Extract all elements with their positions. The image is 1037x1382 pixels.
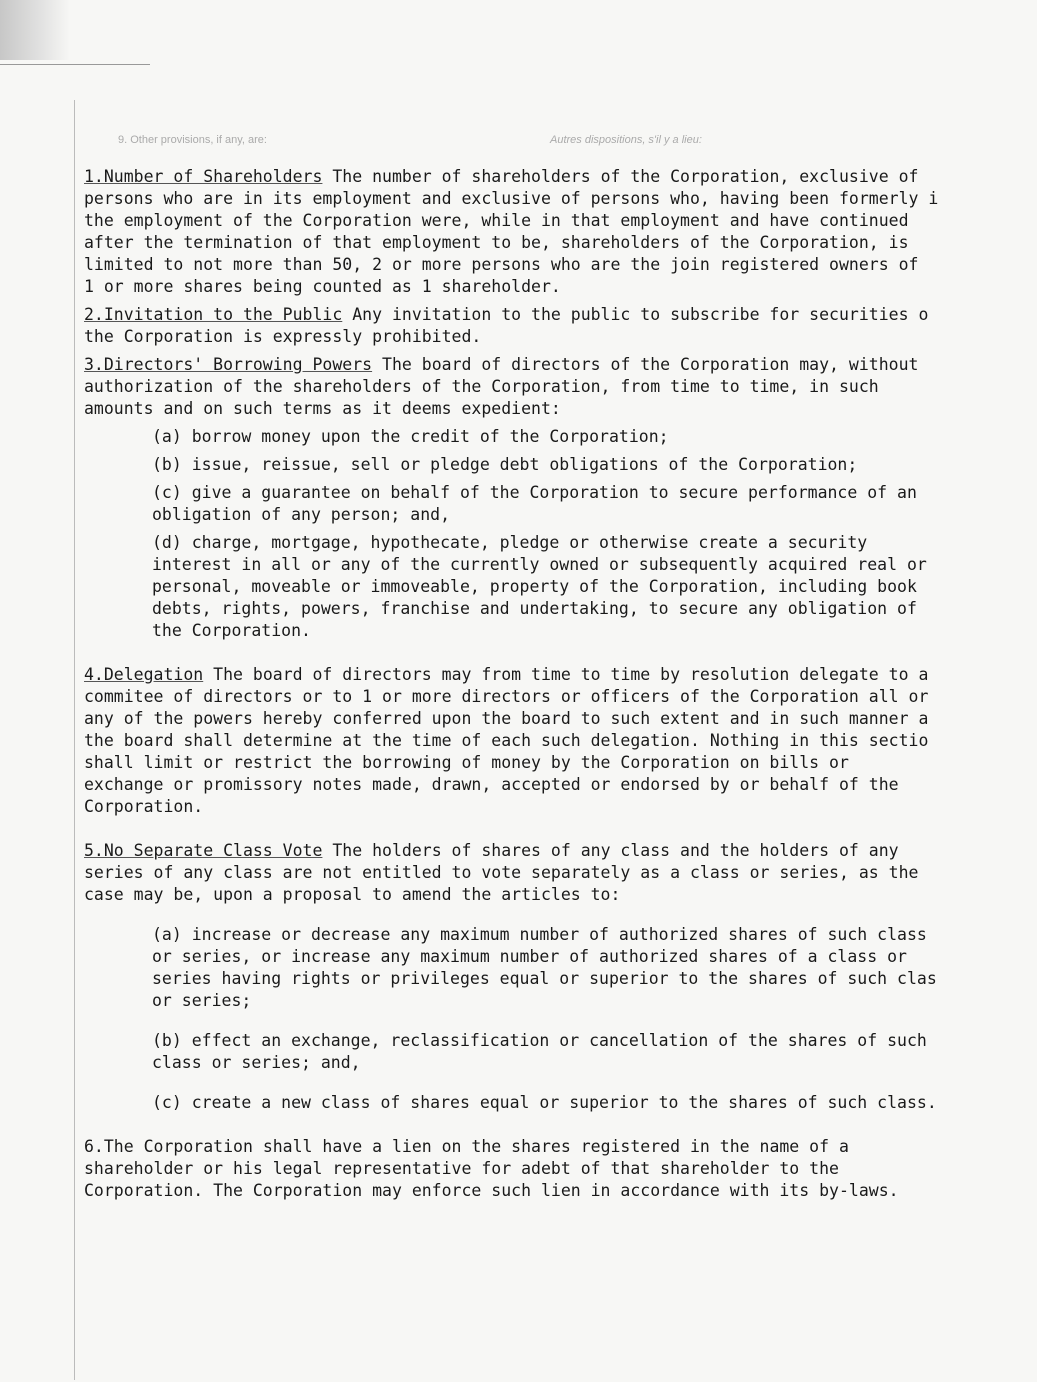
section-line xyxy=(84,664,1034,686)
list-item xyxy=(152,426,1034,448)
section-line: commitee of directors or to 1 or more directors or officers of the Corporation all or xyxy=(84,687,929,706)
form-item-label-en: 9. Other provisions, if any, are: xyxy=(118,134,267,146)
section-text: The board of directors of the Corporation may, without xyxy=(372,355,919,374)
list-item-line: (a) increase or decrease any maximum number of authorized shares of such class xyxy=(152,925,927,944)
section-line: series of any class are not entitled to vote separately as a class or series, as the xyxy=(84,863,919,882)
document-body xyxy=(84,166,1034,1208)
list-item-line: or series; xyxy=(152,991,252,1010)
section-1 xyxy=(84,166,1034,298)
list-item-line: series having rights or privileges equal or superior to the shares of such clas xyxy=(152,969,937,988)
section-text: The number of shareholders of the Corporation, exclusive of xyxy=(322,167,919,186)
section-heading: 2.Invitation to the Public xyxy=(84,305,343,324)
section-line: Corporation. The Corporation may enforce such lien in accordance with its by-laws. xyxy=(84,1181,899,1200)
section-line: after the termination of that employment to be, shareholders of the Corporation, is xyxy=(84,233,909,252)
list-item xyxy=(152,454,1034,476)
section-line: 1 or more shares being counted as 1 shareholder. xyxy=(84,277,561,296)
section-line xyxy=(84,1136,1034,1158)
list-item-line: personal, moveable or immoveable, property of the Corporation, including book xyxy=(152,577,917,596)
section-line: shareholder or his legal representative for adebt of that shareholder to the xyxy=(84,1159,839,1178)
list-item-line: class or series; and, xyxy=(152,1053,361,1072)
list-item-line: the Corporation. xyxy=(152,621,311,640)
list-item xyxy=(152,482,1034,526)
section-text: The board of directors may from time to time by resolution delegate to a xyxy=(203,665,929,684)
section-heading: 3.Directors' Borrowing Powers xyxy=(84,355,373,374)
section-line xyxy=(84,840,1034,862)
section-line: exchange or promissory notes made, drawn, accepted or endorsed by or behalf of the xyxy=(84,775,899,794)
section-5 xyxy=(84,840,1034,906)
section-line xyxy=(84,304,1034,326)
list-item-line: (c) create a new class of shares equal or superior to the shares of such class. xyxy=(152,1093,937,1112)
list-item-line: (c) give a guarantee on behalf of the Corporation to secure performance of an xyxy=(152,483,917,502)
list-item-line: (b) issue, reissue, sell or pledge debt obligations of the Corporation; xyxy=(152,455,858,474)
section-line: the employment of the Corporation were, while in that employment and have continued xyxy=(84,211,909,230)
list-item xyxy=(152,1092,1034,1114)
section-line xyxy=(84,166,1034,188)
section-6 xyxy=(84,1136,1034,1202)
list-item-line: or series, or increase any maximum number of authorized shares of a class or xyxy=(152,947,907,966)
section-line: shall limit or restrict the borrowing of money by the Corporation on bills or xyxy=(84,753,849,772)
form-item-label-fr: Autres dispositions, s'il y a lieu: xyxy=(550,134,702,146)
list-item-line: interest in all or any of the currently owned or subsequently acquired real or xyxy=(152,555,927,574)
margin-line xyxy=(74,100,75,1380)
list-item xyxy=(152,532,1034,642)
list-item xyxy=(152,924,1034,1012)
section-line: case may be, upon a proposal to amend the articles to: xyxy=(84,885,621,904)
list-item-line: debts, rights, powers, franchise and undertaking, to secure any obligation of xyxy=(152,599,917,618)
section-text: Any invitation to the public to subscribe for securities o xyxy=(342,305,929,324)
section-line xyxy=(84,354,1034,376)
divider xyxy=(0,64,150,65)
section-heading: 5.No Separate Class Vote xyxy=(84,841,323,860)
section-text: The Corporation shall have a lien on the shares registered in the name of a xyxy=(103,1137,849,1156)
section-3 xyxy=(84,354,1034,420)
section-line: limited to not more than 50, 2 or more persons who are the join registered owners of xyxy=(84,255,919,274)
section-heading: 1.Number of Shareholders xyxy=(84,167,323,186)
section-heading: 4.Delegation xyxy=(84,665,204,684)
section-line: the Corporation is expressly prohibited. xyxy=(84,327,482,346)
section-line: any of the powers hereby conferred upon the board to such extent and in such manner a xyxy=(84,709,929,728)
list-item-line: obligation of any person; and, xyxy=(152,505,451,524)
section-line: persons who are in its employment and exclusive of persons who, having been formerly i xyxy=(84,189,939,208)
section-text: The holders of shares of any class and the holders of any xyxy=(322,841,899,860)
section-heading: 6. xyxy=(84,1137,104,1156)
section-line: Corporation. xyxy=(84,797,204,816)
list-item xyxy=(152,1030,1034,1074)
section-line: the board shall determine at the time of each such delegation. Nothing in this sectio xyxy=(84,731,929,750)
section-line: amounts and on such terms as it deems expedient: xyxy=(84,399,561,418)
section-line: authorization of the shareholders of the Corporation, from time to time, in such xyxy=(84,377,879,396)
list-item-line: (a) borrow money upon the credit of the Corporation; xyxy=(152,427,669,446)
section-2 xyxy=(84,304,1034,348)
list-item-line: (d) charge, mortgage, hypothecate, pledge or otherwise create a security xyxy=(152,533,868,552)
list-item-line: (b) effect an exchange, reclassification or cancellation of the shares of such xyxy=(152,1031,927,1050)
scan-smudge xyxy=(0,0,70,60)
section-4 xyxy=(84,664,1034,818)
